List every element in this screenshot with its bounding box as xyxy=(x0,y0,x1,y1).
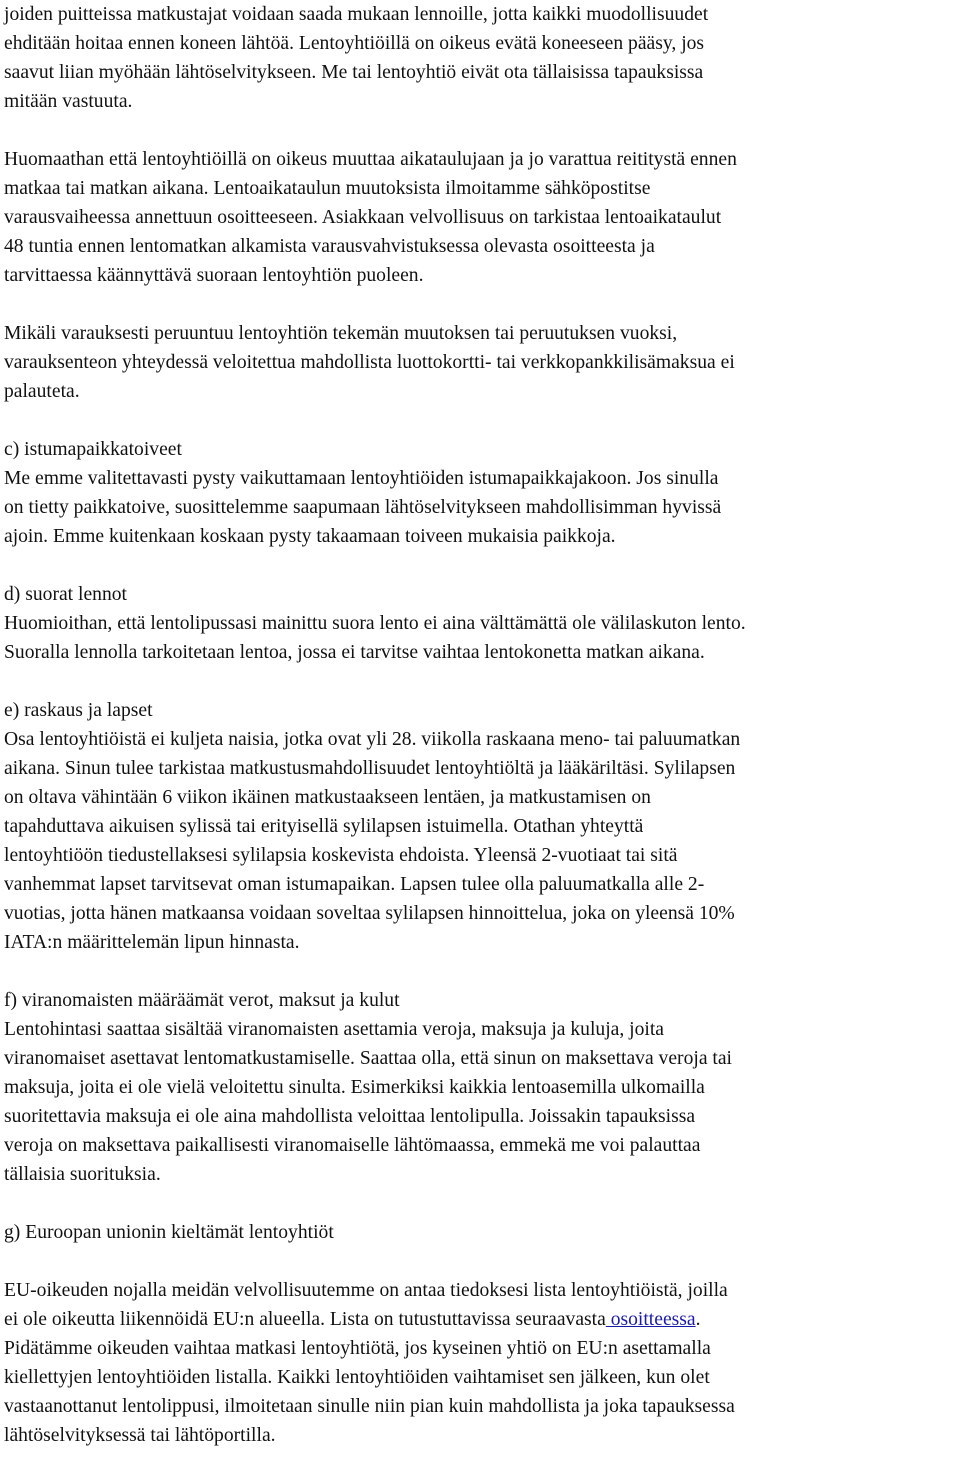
text-line: aikana. Sinun tulee tarkistaa matkustusmahdollisuudet lentoyhtiöltä ja lääkäriltäsi. Sylilapsen xyxy=(4,758,736,779)
text-line: Huomioithan, että lentolipussasi mainittu suora lento ei aina välttämättä ole välilaskuton lento. xyxy=(4,613,746,634)
text-line: on oltava vähintään 6 viikon ikäinen matkustaakseen lentäen, ja matkustamisen on xyxy=(4,787,651,808)
text-line: saavut liian myöhään lähtöselvitykseen. Me tai lentoyhtiö eivät ota tällaisissa tapauksissa xyxy=(4,62,704,83)
text-line: Osa lentoyhtiöistä ei kuljeta naisia, jotka ovat yli 28. viikolla raskaana meno- tai paluumatkan xyxy=(4,729,741,750)
section-heading: d) suorat lennot xyxy=(4,584,127,605)
paragraph-gap xyxy=(4,1247,960,1276)
text-line: Me emme valitettavasti pysty vaikuttamaan lentoyhtiöiden istumapaikkajakoon. Jos sinulla xyxy=(4,468,719,489)
paragraph-eu-list xyxy=(4,1276,960,1450)
paragraph-schedule-changes xyxy=(4,145,960,290)
text-line: matkaa tai matkan aikana. Lentoaikataulun muutoksista ilmoitamme sähköpostitse xyxy=(4,178,651,199)
text-line: lähtöselvityksessä tai lähtöportilla. xyxy=(4,1425,276,1446)
text-line: Mikäli varauksesti peruuntuu lentoyhtiön tekemän muutoksen tai peruutuksen vuoksi, xyxy=(4,323,678,344)
text-line: Lentohintasi saattaa sisältää viranomaisten asettamia veroja, maksuja ja kuluja, joita xyxy=(4,1019,664,1040)
section-heading: f) viranomaisten määräämät verot, maksut ja kulut xyxy=(4,990,400,1011)
link-line-prefix: ei ole oikeutta liikennöidä EU:n alueella. Lista on tutustuttavissa seuraavasta xyxy=(4,1309,606,1330)
eu-list-link[interactable]: osoitteessa xyxy=(605,1309,696,1330)
text-line: tarvittaessa käännyttävä suoraan lentoyhtiön puoleen. xyxy=(4,265,424,286)
text-line: varauksenteon yhteydessä veloitettua mahdollista luottokortti- tai verkkopankkilisämaksua ei xyxy=(4,352,735,373)
text-line: vastaanottanut lentolippusi, ilmoitetaan sinulle niin pian kuin mahdollista ja joka tapauksessa xyxy=(4,1396,735,1417)
text-line: ajoin. Emme kuitenkaan koskaan pysty takaamaan toiveen mukaisia paikkoja. xyxy=(4,526,616,547)
text-line: tapahduttava aikuisen sylissä tai erityisellä sylilapsen istuimella. Otathan yhteyttä xyxy=(4,816,644,837)
text-line: 48 tuntia ennen lentomatkan alkamista varausvahvistuksessa olevasta osoitteesta ja xyxy=(4,236,655,257)
section-heading: g) Euroopan unionin kieltämät lentoyhtiöt xyxy=(4,1222,334,1243)
section-pregnancy-children xyxy=(4,696,960,957)
text-line: IATA:n määrittelemän lipun hinnasta. xyxy=(4,932,300,953)
section-direct-flights xyxy=(4,580,960,667)
text-line: palauteta. xyxy=(4,381,80,402)
paragraph-check-in xyxy=(4,0,960,116)
text-line: mitään vastuuta. xyxy=(4,91,133,112)
text-line: on tietty paikkatoive, suosittelemme saapumaan lähtöselvitykseen mahdollisimman hyvissä xyxy=(4,497,722,518)
text-line: viranomaiset asettavat lentomatkustamiselle. Saattaa olla, että sinun on maksettava veroja tai xyxy=(4,1048,732,1069)
section-seat-preferences xyxy=(4,435,960,551)
paragraph-gap xyxy=(4,551,960,580)
text-line: kiellettyjen lentoyhtiöiden listalla. Kaikki lentoyhtiöiden vaihtamiset sen jälkeen, kun olet xyxy=(4,1367,710,1388)
paragraph-gap xyxy=(4,116,960,145)
link-line-suffix: . xyxy=(695,1309,701,1330)
document-page xyxy=(4,0,960,1450)
section-heading: c) istumapaikkatoiveet xyxy=(4,439,182,460)
paragraph-gap xyxy=(4,667,960,696)
section-taxes-fees xyxy=(4,986,960,1189)
text-line: veroja on maksettava paikallisesti viranomaiselle lähtömaassa, emmekä me voi palauttaa xyxy=(4,1135,701,1156)
text-line: ehditään hoitaa ennen koneen lähtöä. Lentoyhtiöillä on oikeus evätä koneeseen pääsy, jos xyxy=(4,33,705,54)
section-eu-banned-airlines xyxy=(4,1218,960,1247)
text-line: suoritettavia maksuja ei ole aina mahdollista veloittaa lentolipulla. Joissakin tapauksissa xyxy=(4,1106,696,1127)
text-line: maksuja, joita ei ole vielä veloitettu sinulta. Esimerkiksi kaikkia lentoasemilla ulkomailla xyxy=(4,1077,705,1098)
text-line: lentoyhtiöön tiedustellaksesi sylilapsia koskevista ehdoista. Yleensä 2-vuotiaat tai sitä xyxy=(4,845,678,866)
text-line: tällaisia suorituksia. xyxy=(4,1164,161,1185)
text-line: varausvaiheessa annettuun osoitteeseen. Asiakkaan velvollisuus on tarkistaa lentoaikataulut xyxy=(4,207,722,228)
text-line: vanhemmat lapset tarvitsevat oman istumapaikan. Lapsen tulee olla paluumatkalla alle 2- xyxy=(4,874,705,895)
text-line: vuotias, jotta hänen matkaansa voidaan soveltaa sylilapsen hinnoittelua, joka on yleensä 10% xyxy=(4,903,735,924)
paragraph-gap xyxy=(4,406,960,435)
text-line: EU-oikeuden nojalla meidän velvollisuutemme on antaa tiedoksesi lista lentoyhtiöistä, joilla xyxy=(4,1280,728,1301)
paragraph-gap xyxy=(4,290,960,319)
paragraph-cancellation xyxy=(4,319,960,406)
paragraph-gap xyxy=(4,957,960,986)
text-line: joiden puitteissa matkustajat voidaan saada mukaan lennoille, jotta kaikki muodollisuudet xyxy=(4,4,709,25)
section-heading: e) raskaus ja lapset xyxy=(4,700,153,721)
text-line: Pidätämme oikeuden vaihtaa matkasi lentoyhtiötä, jos kyseinen yhtiö on EU:n asettamalla xyxy=(4,1338,711,1359)
text-line: Huomaathan että lentoyhtiöillä on oikeus muuttaa aikataulujaan ja jo varattua reititystä ennen xyxy=(4,149,737,170)
text-line: Suoralla lennolla tarkoitetaan lentoa, jossa ei tarvitse vaihtaa lentokonetta matkan aikana. xyxy=(4,642,705,663)
paragraph-gap xyxy=(4,1189,960,1218)
text-line-with-link xyxy=(4,1305,960,1334)
